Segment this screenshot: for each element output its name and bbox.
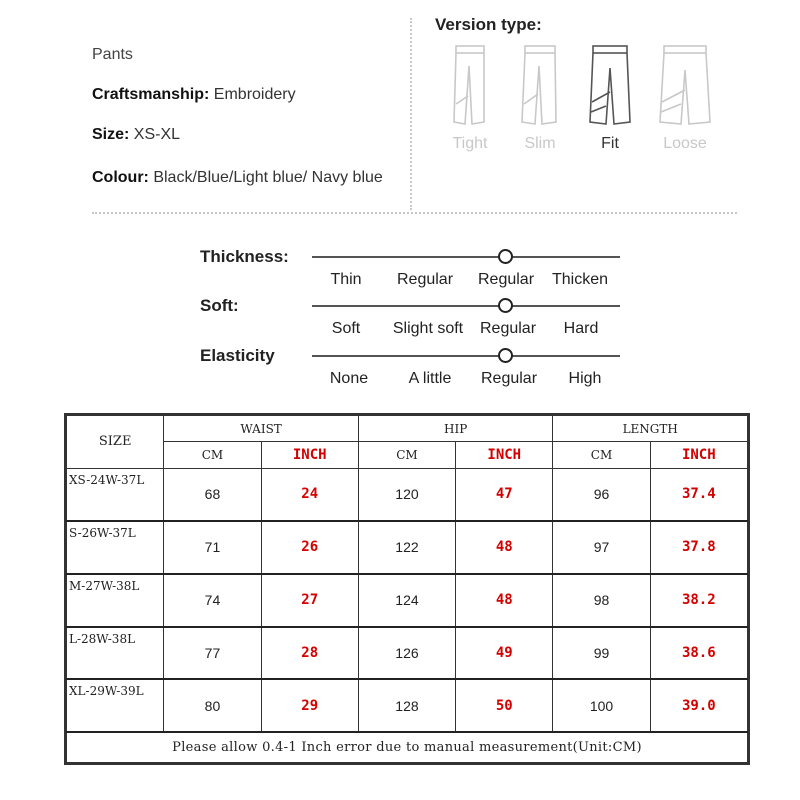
thickness-track xyxy=(312,256,620,258)
length-cm-cell: 100 xyxy=(553,679,650,732)
fit-label-slim: Slim xyxy=(524,135,556,152)
unit-cm-header: CM xyxy=(164,442,261,468)
length-inch-cell: 37.4 xyxy=(650,468,747,521)
thickness-label: Thickness: xyxy=(200,247,289,266)
thickness-option-3: Regular xyxy=(477,271,535,288)
elasticity-option-3: Regular xyxy=(480,370,538,387)
length-cm-cell: 99 xyxy=(553,627,650,680)
waist-cm-cell: 68 xyxy=(164,468,261,521)
slim-pants-icon xyxy=(518,44,562,132)
fit-option-fit xyxy=(575,44,645,153)
size-cell: S-26W-37L xyxy=(67,521,164,574)
colour-label: Colour: xyxy=(92,169,149,186)
soft-track xyxy=(312,305,620,307)
version-title: Version type: xyxy=(435,15,542,34)
soft-option-2: Slight soft xyxy=(392,320,464,337)
elasticity-option-2: A little xyxy=(408,370,452,387)
hip-cm-cell: 126 xyxy=(358,627,455,680)
soft-option-1: Soft xyxy=(331,320,361,337)
colour-value: Black/Blue/Light blue/ Navy blue xyxy=(148,169,383,186)
colour-line xyxy=(92,166,392,189)
waist-cm-cell: 77 xyxy=(164,627,261,680)
elasticity-marker xyxy=(498,348,513,363)
soft-scale xyxy=(200,296,630,346)
unit-cm-header: CM xyxy=(358,442,455,468)
fit-option-slim xyxy=(505,44,575,153)
waist-inch-cell: 29 xyxy=(261,679,358,732)
waist-header: WAIST xyxy=(164,416,359,442)
length-cm-cell: 98 xyxy=(553,574,650,627)
length-inch-cell: 37.8 xyxy=(650,521,747,574)
length-inch-cell: 38.2 xyxy=(650,574,747,627)
soft-option-3: Regular xyxy=(479,320,537,337)
size-table xyxy=(66,415,748,763)
size-header: SIZE xyxy=(67,416,164,469)
hip-inch-cell: 50 xyxy=(456,679,553,732)
hip-cm-cell: 122 xyxy=(358,521,455,574)
size-cell: M-27W-38L xyxy=(67,574,164,627)
waist-inch-cell: 27 xyxy=(261,574,358,627)
soft-label: Soft: xyxy=(200,296,239,315)
size-cell: XL-29W-39L xyxy=(67,679,164,732)
length-header: LENGTH xyxy=(553,416,748,442)
fit-option-loose xyxy=(650,44,720,153)
loose-pants-icon xyxy=(659,44,711,132)
elasticity-option-1: None xyxy=(329,370,369,387)
thickness-marker xyxy=(498,249,513,264)
thickness-scale xyxy=(200,247,630,297)
fit-option-tight xyxy=(435,44,505,153)
waist-cm-cell: 71 xyxy=(164,521,261,574)
elasticity-scale xyxy=(200,346,630,396)
thickness-option-1: Thin xyxy=(330,271,362,288)
thickness-option-2: Regular xyxy=(396,271,454,288)
unit-inch-header: INCH xyxy=(456,442,553,468)
size-value: XS-XL xyxy=(129,126,181,143)
craftsmanship-label: Craftsmanship: xyxy=(92,86,210,103)
length-inch-cell: 39.0 xyxy=(650,679,747,732)
version-type xyxy=(435,15,542,35)
size-cell: L-28W-38L xyxy=(67,627,164,680)
hip-header: HIP xyxy=(358,416,553,442)
hip-cm-cell: 120 xyxy=(358,468,455,521)
horizontal-divider xyxy=(92,212,737,214)
tight-pants-icon xyxy=(448,44,492,132)
hip-inch-cell: 48 xyxy=(456,574,553,627)
unit-inch-header: INCH xyxy=(650,442,747,468)
table-row xyxy=(67,627,748,680)
fit-label-loose: Loose xyxy=(663,135,707,152)
elasticity-track xyxy=(312,355,620,357)
waist-cm-cell: 74 xyxy=(164,574,261,627)
table-row xyxy=(67,521,748,574)
waist-inch-cell: 24 xyxy=(261,468,358,521)
hip-inch-cell: 49 xyxy=(456,627,553,680)
table-row xyxy=(67,574,748,627)
size-label: Size: xyxy=(92,126,130,143)
waist-inch-cell: 26 xyxy=(261,521,358,574)
table-row xyxy=(67,679,748,732)
elasticity-option-4: High xyxy=(568,370,602,387)
unit-inch-header: INCH xyxy=(261,442,358,468)
fit-options xyxy=(435,44,735,154)
size-cell: XS-24W-37L xyxy=(67,468,164,521)
fit-label-tight: Tight xyxy=(452,135,488,152)
soft-option-4: Hard xyxy=(563,320,599,337)
size-line xyxy=(92,126,180,144)
fit-pants-icon xyxy=(588,44,632,132)
waist-inch-cell: 28 xyxy=(261,627,358,680)
hip-cm-cell: 124 xyxy=(358,574,455,627)
table-row xyxy=(67,468,748,521)
soft-marker xyxy=(498,298,513,313)
product-type: Pants xyxy=(92,46,133,63)
vertical-divider xyxy=(410,18,412,210)
craftsmanship-line xyxy=(92,86,296,104)
thickness-option-4: Thicken xyxy=(551,271,609,288)
fit-label-fit: Fit xyxy=(601,135,619,152)
craftsmanship-value: Embroidery xyxy=(209,86,296,103)
hip-cm-cell: 128 xyxy=(358,679,455,732)
measurement-note: Please allow 0.4-1 Inch error due to manual measurement(Unit:CM) xyxy=(67,732,748,763)
elasticity-label: Elasticity xyxy=(200,346,275,365)
waist-cm-cell: 80 xyxy=(164,679,261,732)
length-inch-cell: 38.6 xyxy=(650,627,747,680)
hip-inch-cell: 47 xyxy=(456,468,553,521)
length-cm-cell: 96 xyxy=(553,468,650,521)
length-cm-cell: 97 xyxy=(553,521,650,574)
unit-cm-header: CM xyxy=(553,442,650,468)
hip-inch-cell: 48 xyxy=(456,521,553,574)
size-chart xyxy=(64,413,750,765)
